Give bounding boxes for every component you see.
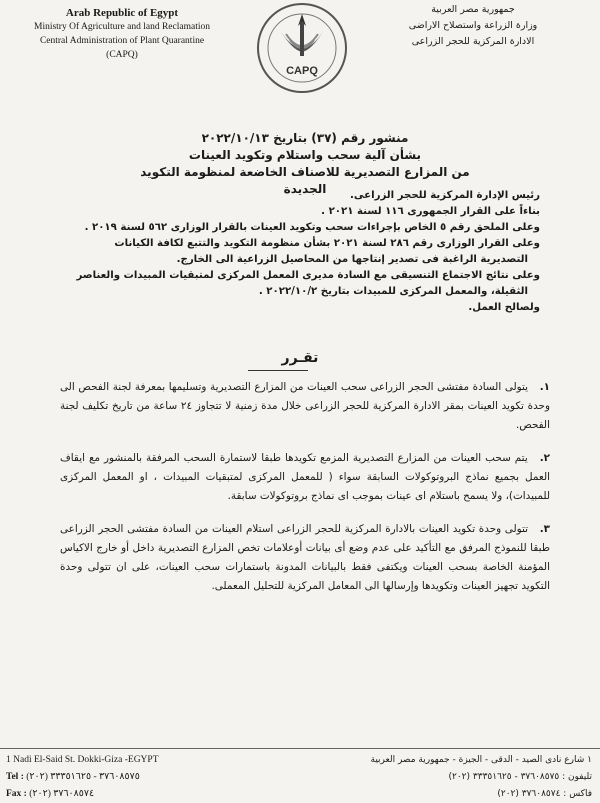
header-administration-ar: الادارة المركزية للحجر الزراعى [411,36,535,47]
item-text: يتم سحب العينات من المزارع التصديرية المزمع تكويدها طبقا لاستمارة السحب المرفقة بالمنشور مع ايقاف العمل بجميع نماذج البروتوكولات السابقة سواء ( للمعمل المركزى لمتبقيات المبيدات ، او المعمل المركزى للمبيدات)، ولا يسمح باستلام اى عينات بموجب اى نماذج بروتوكولات سابقة. [60,452,550,502]
header-country-en: Arab Republic of Egypt [65,7,179,19]
title-line-2: بشأن آلية سحب واستلام وتكويد العينات [188,148,422,162]
preamble-line: وعلى القرار الوزارى رقم ٢٨٦ لسنة ٢٠٢١ بشأن منظومة التكويد والتتبع لكافة الكيانات [114,238,540,249]
logo-text: CAPQ [286,65,318,77]
header-english [22,6,222,62]
footer-fax-ar: فاكس : ٣٧٦٠٨٥٧٤ (٢٠٢) [497,789,592,799]
footer-english [6,752,256,803]
preamble-line: ولصالح العمل. [468,302,540,313]
capq-logo [246,0,358,98]
item-number: ١. [539,381,550,393]
item-number: ٢. [539,452,550,464]
header-abbr-en: (CAPQ) [106,50,138,60]
footer-tel-label: Tel : [6,772,24,782]
header-ministry-en: Ministry Of Agriculture and land Reclamation [34,22,210,32]
decision-item [60,520,550,596]
header-arabic [358,2,588,50]
item-text: يتولى السادة مفتشى الحجر الزراعى سحب العينات من المزارع التصديرية وتسليمها بمعرفة لجنة الفحص الى وحدة تكويد العينات بمقر الادارة المركزية للحجر الزراعى خلال مدة زمنية لا تتجاوز ٢٤ ساعة من تاريخ تكليف لجنة الفحص. [60,381,550,431]
footer-address-ar: ١ شارع نادى الصيد - الدقى - الجيزة - جمهورية مصر العربية [370,755,592,765]
title-line-3: من المزارع التصديرية للاصناف الخاضعة لمنظومة التكويد الجديدة [140,165,470,196]
preamble-line: الثقيلة، والمعمل المركزى للمبيدات بتاريخ ٢٠٢٢/١٠/٢ . [258,286,528,297]
item-text: تتولى وحدة تكويد العينات بالادارة المركزية للحجر الزراعى استلام العينات من السادة مفتشى الحجر الزراعى طبقا للنموذج المرفق مع التأكيد على عدم وضع أى بيانات أوعلامات تخص المزارع التصديرية داخل أو خارج الاكياس المؤمنة الخاصة بسحب العينات ويكتفى فقط بالبيانات المدونة باستمارات سحب العينات، على ان تتولى وحدة التكويد تجهيز العينات وتكويدها وإرسالها الى المعامل المركزية للتحليل المعملى. [60,523,550,592]
decision-item [60,378,550,435]
footer-tel-value: (٢٠٢) ٣٧٦٠٨٥٧٥ - ٣٣٣٥١٦٢٥ [26,772,140,782]
preamble-line: وعلى نتائج الاجتماع التنسيقى مع السادة مديرى المعمل المركزى لمتبقيات المبيدات والعناصر [76,270,540,281]
footer-fax-en [6,786,256,803]
decision-heading: تقـرر [281,350,319,366]
decision-underline [248,370,308,371]
footer-tel-en [6,769,256,786]
decision-item [60,449,550,506]
header-ministry-ar: وزارة الزراعة واستصلاح الاراضى [408,20,538,31]
preamble-line: وعلى الملحق رقم ٥ الخاص بإجراءات سحب وتكويد العينات بالقرار الوزارى ٥٦٢ لسنة ٢٠١٩ . [84,222,540,233]
preamble-line: التصديرية الراغبة فى تصدير إنتاجها من المحاصيل الزراعية الى الخارج. [176,254,528,265]
preamble [50,188,540,316]
preamble-line: بناءاً على القرار الجمهورى ١١٦ لسنة ٢٠٢١ . [321,206,540,217]
footer-fax-label: Fax : [6,789,27,799]
item-number: ٣. [539,523,550,535]
footer-tel-ar: تليفون : ٣٧٦٠٨٥٧٥ - ٣٣٣٥١٦٢٥ (٢٠٢) [448,772,592,782]
decision-items [60,378,550,610]
footer-divider [0,748,600,749]
footer-address-en: 1 Nadi El-Said St. Dokki-Giza -EGYPT [6,755,159,765]
header-country-ar: جمهورية مصر العربية [431,4,515,15]
title-line-1: منشور رقم (٣٧) بتاريخ ٢٠٢٢/١٠/١٣ [201,131,409,145]
preamble-line: رئيس الإدارة المركزية للحجر الزراعى. [349,190,540,201]
footer-arabic [292,752,592,803]
footer-fax-value: (٢٠٢) ٣٧٦٠٨٥٧٤ [29,789,95,799]
header-administration-en: Central Administration of Plant Quarantine [39,36,205,46]
